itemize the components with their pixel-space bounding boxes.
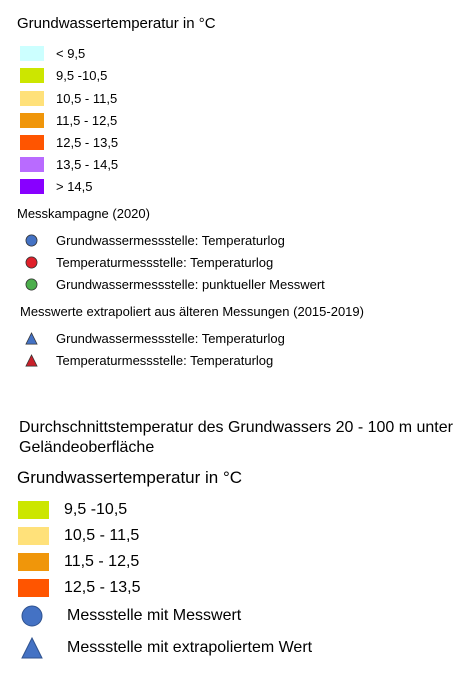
legend-class-label: 11,5 - 12,5 bbox=[56, 112, 118, 128]
color-swatch bbox=[20, 157, 44, 172]
legend-class-row bbox=[20, 156, 118, 172]
color-swatch bbox=[20, 91, 44, 106]
triangle-icon bbox=[25, 354, 38, 367]
legend-class-row bbox=[20, 67, 107, 83]
legend-class-label: 11,5 - 12,5 bbox=[64, 552, 140, 570]
legend-class-label: < 9,5 bbox=[56, 45, 86, 61]
legend-point-label: Grundwassermessstelle: punktueller Messwert bbox=[56, 276, 325, 292]
color-swatch bbox=[18, 527, 49, 545]
triangle-icon bbox=[25, 332, 38, 345]
circle-icon bbox=[25, 278, 38, 291]
legend-point-row bbox=[25, 254, 273, 270]
legend-point-label: Grundwassermessstelle: Temperaturlog bbox=[56, 330, 285, 346]
legend-point-label: Grundwassermessstelle: Temperaturlog bbox=[56, 232, 285, 248]
legend-point-label: Messstelle mit Messwert bbox=[67, 607, 242, 624]
legend-class-label: 10,5 - 11,5 bbox=[64, 526, 140, 544]
extrapolated-title: Messwerte extrapoliert aus älteren Messungen (2015-2019) bbox=[20, 304, 364, 319]
legend-class-row bbox=[18, 578, 141, 597]
legend-class-label: 9,5 -10,5 bbox=[64, 500, 128, 518]
campaign-title: Messkampagne (2020) bbox=[17, 206, 150, 221]
color-swatch bbox=[18, 553, 49, 571]
legend-class-row bbox=[18, 500, 127, 519]
circle-icon bbox=[25, 234, 38, 247]
legend-class-label: 10,5 - 11,5 bbox=[56, 90, 118, 106]
legend-class-row bbox=[20, 45, 85, 61]
color-swatch bbox=[18, 501, 49, 519]
legend-class-row bbox=[20, 112, 117, 128]
legend-class-row bbox=[18, 526, 139, 545]
legend-point-label: Temperaturmessstelle: Temperaturlog bbox=[56, 352, 274, 368]
legend-class-label: 12,5 - 13,5 bbox=[64, 578, 141, 596]
legend-point-label: Temperaturmessstelle: Temperaturlog bbox=[56, 254, 274, 270]
legend-class-label: > 14,5 bbox=[56, 178, 93, 194]
circle-icon bbox=[25, 256, 38, 269]
legend-title: Grundwassertemperatur in °C bbox=[17, 468, 243, 487]
legend-point-row bbox=[21, 604, 241, 628]
color-swatch bbox=[20, 135, 44, 150]
color-swatch bbox=[20, 179, 44, 194]
legend-class-row bbox=[20, 178, 93, 194]
color-swatch bbox=[20, 46, 44, 61]
legend-point-row bbox=[25, 276, 325, 292]
circle-icon bbox=[21, 605, 43, 627]
color-swatch bbox=[20, 68, 44, 83]
legend-title: Grundwassertemperatur in °C bbox=[17, 15, 216, 32]
legend-class-label: 9,5 -10,5 bbox=[56, 67, 108, 83]
color-swatch bbox=[20, 113, 44, 128]
color-swatch bbox=[18, 579, 49, 597]
legend-class-row bbox=[20, 134, 118, 150]
triangle-icon bbox=[21, 637, 43, 659]
legend-point-label: Messstelle mit extrapoliertem Wert bbox=[67, 639, 313, 656]
legend-class-label: 12,5 - 13,5 bbox=[56, 134, 119, 150]
legend-class-label: 13,5 - 14,5 bbox=[56, 156, 119, 172]
depth-heading: Durchschnittstemperatur des Grundwassers 20 - 100 m unter Geländeoberfläche bbox=[19, 419, 453, 456]
legend-class-row bbox=[18, 552, 139, 571]
legend-point-row bbox=[25, 330, 285, 346]
legend-point-row bbox=[21, 636, 312, 660]
legend-point-row bbox=[25, 352, 273, 368]
legend-point-row bbox=[25, 232, 285, 248]
legend-class-row bbox=[20, 90, 117, 106]
